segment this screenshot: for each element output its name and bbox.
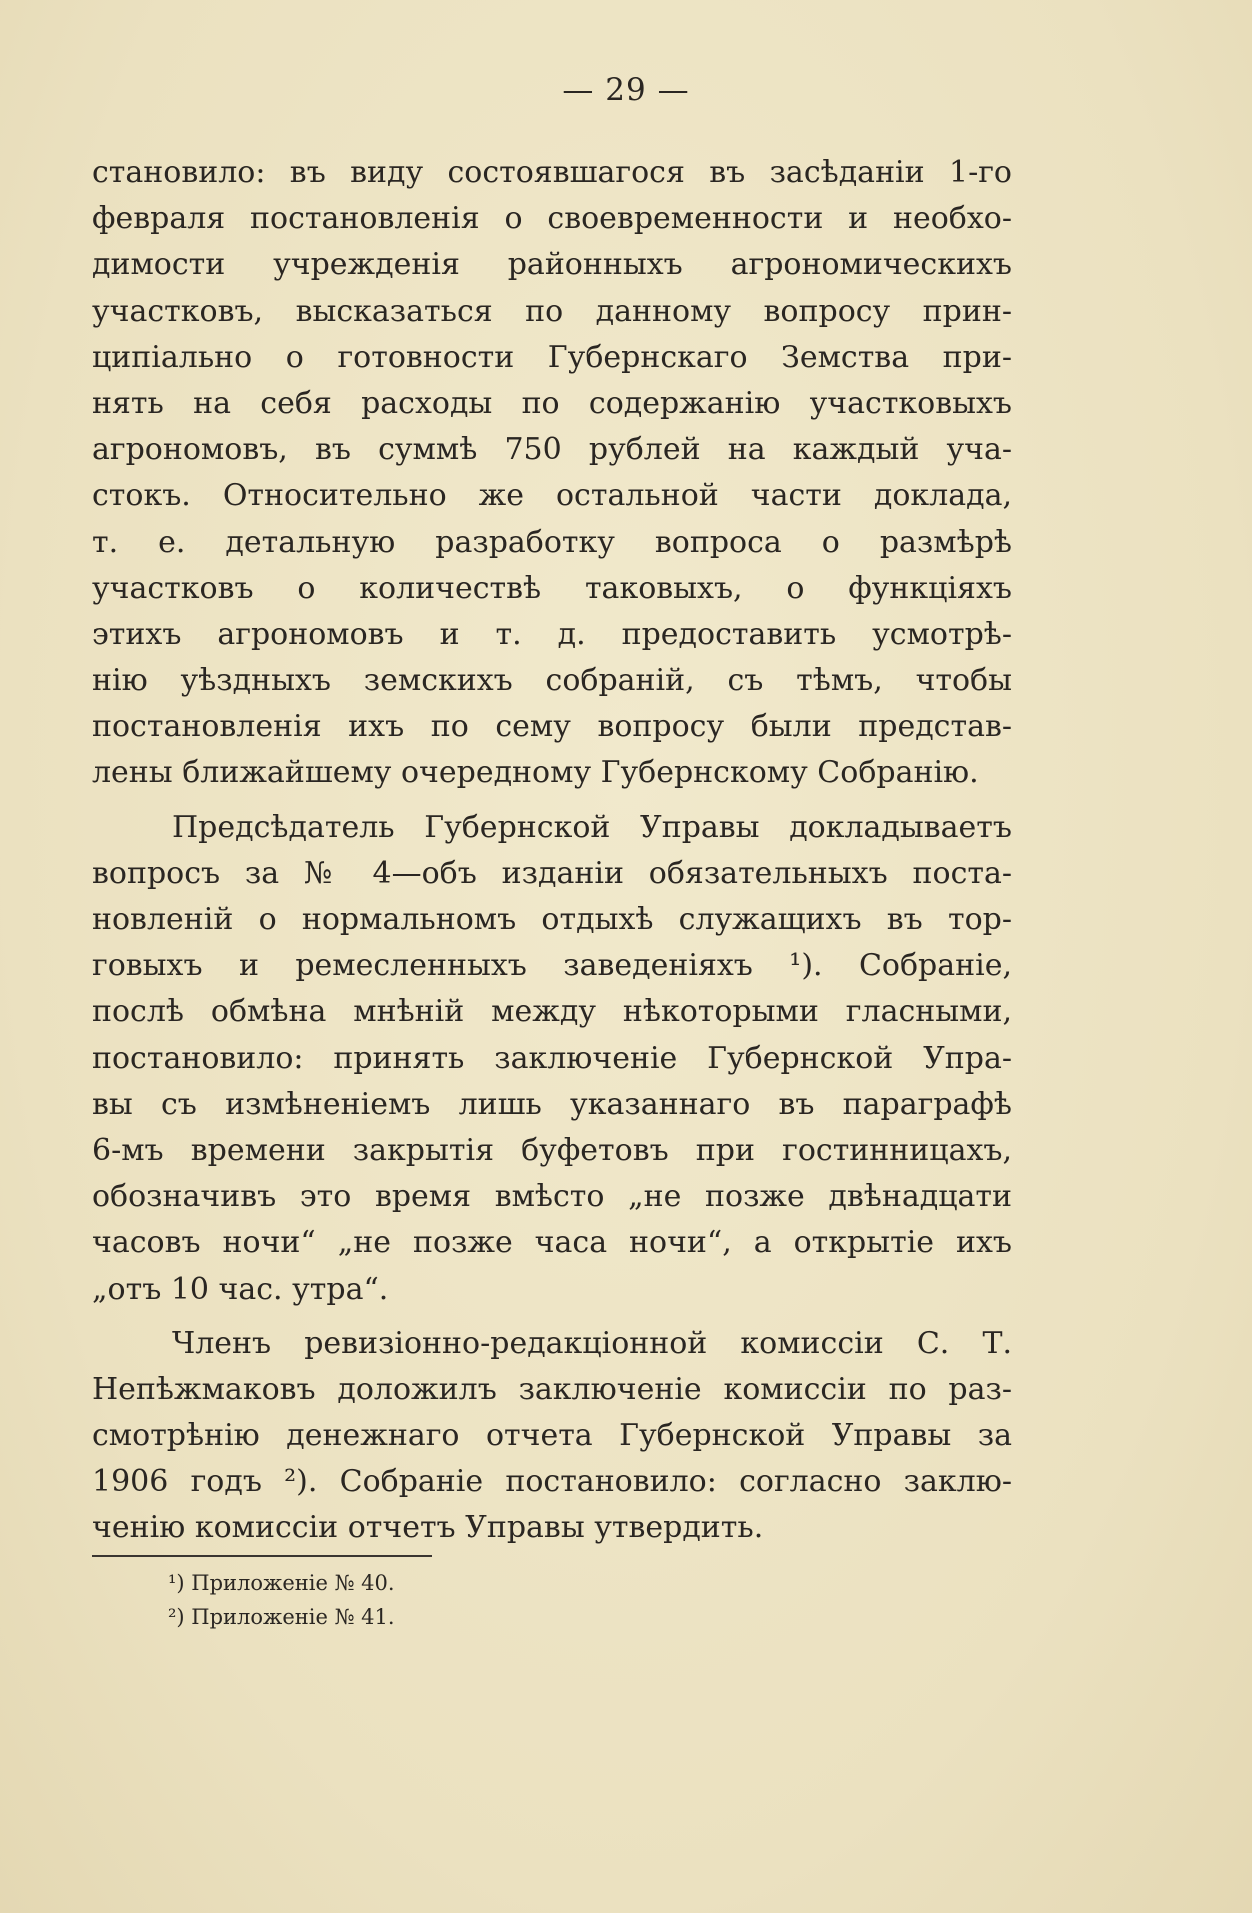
text-line: постановленія ихъ по сему вопросу были представ- (92, 709, 1012, 745)
text-line: послѣ обмѣна мнѣній между нѣкоторыми гласными, (92, 994, 1012, 1030)
text-line: говыхъ и ремесленныхъ заведеніяхъ ¹). Собраніе, (92, 948, 1012, 984)
text-line: новленій о нормальномъ отдыхѣ служащихъ въ тор- (92, 902, 1012, 937)
text-line: вопросъ за № 4—объ изданіи обязательныхъ поста- (92, 855, 1012, 891)
text-line: февраля постановленія о своевременности и необхо- (92, 201, 1012, 237)
text-line: ченію комиссіи отчетъ Управы утвердить. (92, 1510, 764, 1546)
text-line: вы съ измѣненіемъ лишь указаннаго въ параграфѣ (92, 1086, 1012, 1122)
text-line: 1906 годъ ²). Собраніе постановило: согласно заклю- (92, 1464, 1012, 1500)
text-line: агрономовъ, въ суммѣ 750 рублей на каждый уча- (92, 432, 1012, 468)
page-number: — 29 — (562, 72, 690, 108)
footnote-divider (92, 1555, 432, 1557)
text-line: Членъ ревизіонно-редакціонной комиссіи С. Т. (172, 1325, 1012, 1361)
text-line: нію уѣздныхъ земскихъ собраній, съ тѣмъ, чтобы (92, 663, 1012, 699)
text-line: димости учрежденія районныхъ агрономическихъ (92, 247, 1012, 283)
text-line: постановило: принять заключеніе Губернской Упра- (92, 1040, 1012, 1076)
text-line: ципіально о готовности Губернскаго Земства при- (92, 339, 1012, 375)
paragraph-3 (92, 1321, 1012, 1552)
text-line: Непѣжмаковъ доложилъ заключеніе комиссіи по раз- (92, 1371, 1012, 1407)
footnote-1: ¹) Приложеніе № 40. (168, 1571, 395, 1595)
text-line: обозначивъ это время вмѣсто „не позже двѣнадцати (92, 1179, 1012, 1215)
text-line: „отъ 10 час. утра“. (92, 1271, 389, 1307)
paragraph-2 (92, 805, 1012, 1313)
footnote-2: ²) Приложеніе № 41. (168, 1605, 395, 1629)
text-line: Предсѣдатель Губернской Управы докладываетъ (172, 809, 1012, 845)
text-line: смотрѣнію денежнаго отчета Губернской Управы за (92, 1418, 1012, 1454)
text-line: становило: въ виду состоявшагося въ засѣданіи 1-го (92, 155, 1012, 190)
body-text (92, 150, 1012, 1552)
text-line: этихъ агрономовъ и т. д. предоставить усмотрѣ- (92, 616, 1012, 652)
text-line: часовъ ночи“ „не позже часа ночи“, а открытіе ихъ (92, 1225, 1012, 1261)
text-line: участковъ о количествѣ таковыхъ, о функціяхъ (92, 570, 1012, 606)
text-line: нять на себя расходы по содержанію участковыхъ (92, 385, 1012, 421)
text-line: т. е. детальную разработку вопроса о размѣрѣ (92, 524, 1012, 560)
text-line: стокъ. Относительно же остальной части доклада, (92, 478, 1012, 514)
text-line: лены ближайшему очередному Губернскому Собранію. (92, 755, 979, 791)
text-line: участковъ, высказаться по данному вопросу прин- (92, 293, 1012, 329)
paragraph-1 (92, 150, 1012, 797)
text-line: 6-мъ времени закрытія буфетовъ при гостинницахъ, (92, 1132, 1012, 1168)
footnotes (168, 1566, 395, 1634)
